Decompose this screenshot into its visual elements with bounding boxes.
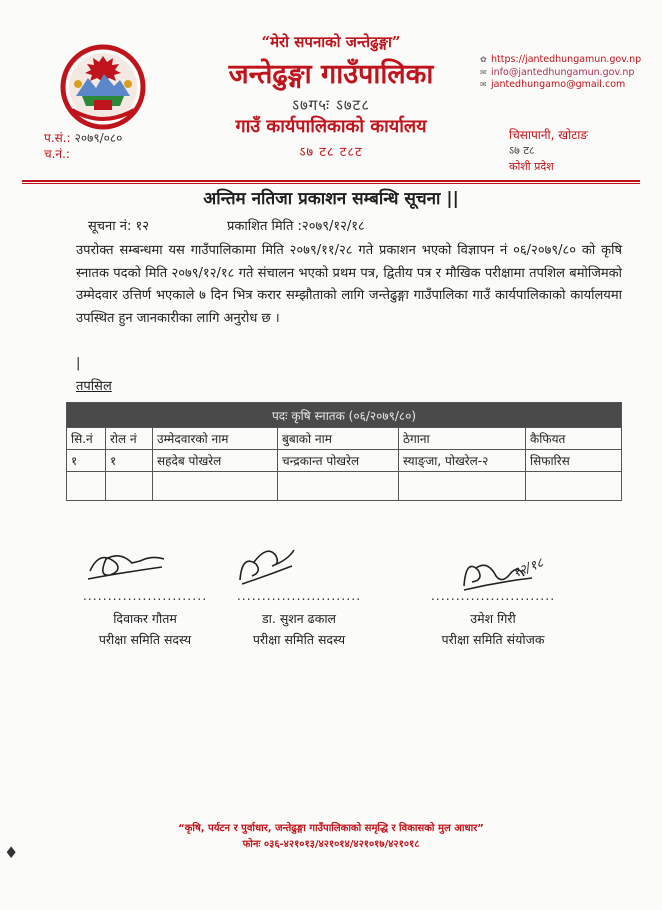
table-cell: सहदेब पोखरेल: [153, 450, 278, 472]
address-block: [509, 127, 588, 175]
signatory-role: परीक्षा समिति सदस्य: [252, 632, 346, 647]
ref-label: प.सं.:: [44, 131, 71, 145]
column-header: कैफियत: [526, 428, 622, 450]
signature-line: .........................: [82, 588, 208, 603]
table-row: [67, 472, 622, 501]
footer-motto: “कृषि, पर्यटन र पुर्वाधार, जन्तेढुङ्गा गाउँपालिकाको समृद्धि र विकासको मुल आधार”: [178, 823, 484, 834]
column-header: रोल नं: [106, 428, 153, 450]
margin-mark: ♦: [4, 843, 19, 862]
signatory-name: उमेश गिरी: [470, 611, 516, 626]
notice-title: अन्तिम नतिजा प्रकाशन सम्बन्धि सूचना ||: [203, 189, 459, 209]
table-cell: १: [67, 450, 106, 472]
signature-scribble: [232, 540, 302, 588]
signatory: [214, 585, 384, 650]
result-table: [66, 402, 622, 501]
dispatch-label: च.नं.:: [44, 147, 70, 161]
table-cell: [106, 472, 153, 501]
contact-website[interactable]: ✿ https://jantedhungamun.gov.np: [480, 54, 642, 65]
table-cell: [153, 472, 278, 501]
reference-block: [44, 130, 122, 162]
signatory: [60, 585, 230, 650]
contact-email[interactable]: ✉ jantedhungamo@gmail.com: [480, 79, 626, 90]
publish-date: प्रकाशित मिति :२०७९/१२/१८: [227, 219, 365, 234]
column-header: सि.नं: [67, 428, 106, 450]
website-icon: ✿: [480, 55, 487, 64]
email-icon: ✉: [480, 80, 487, 89]
column-header: उम्मेदवारको नाम: [153, 428, 278, 450]
table-cell: १: [106, 450, 153, 472]
signatory-role: परीक्षा समिति सदस्य: [98, 632, 192, 647]
table-cell: [67, 472, 106, 501]
signatory-role: परीक्षा समिति संयोजक: [441, 632, 545, 647]
contact-email[interactable]: ✉ info@jantedhungamun.gov.np: [480, 66, 635, 78]
signature-line: .........................: [430, 588, 556, 603]
address-line: चिसापानी, खोटाङ: [509, 128, 588, 142]
table-cell: [526, 472, 622, 501]
slogan: “मेरो सपनाको जन्तेढुङ्गा”: [261, 33, 401, 51]
municipality-name: जन्तेढुङ्गा गाउँपालिका: [228, 59, 434, 90]
signatory: [408, 585, 578, 650]
table-cell: [399, 472, 526, 501]
table-caption: पदः कृषि स्नातक (०६/२०७९/८०): [67, 403, 622, 428]
column-header: बुबाको नाम: [278, 428, 399, 450]
table-cell: [278, 472, 399, 501]
table-row: [67, 450, 622, 472]
column-header: ठेगाना: [399, 428, 526, 450]
separator-mark: |: [76, 356, 81, 371]
header-divider: [22, 183, 640, 184]
email-icon: ✉: [480, 67, 487, 77]
office-name: गाउँ कार्यपालिकाको कार्यालय: [235, 116, 427, 137]
ref-value: २०७९/०८०: [74, 131, 123, 145]
tapasil-heading: तपसिल: [76, 379, 112, 394]
signature-line: .........................: [236, 588, 362, 603]
signatory-name: डा. सुशन ढकाल: [261, 611, 337, 626]
table-cell: चन्द्रकान्त पोखरेल: [278, 450, 399, 472]
header-divider: [22, 180, 640, 182]
office-name-script: ऽ७ ट८ ट८ट: [299, 145, 363, 160]
signature-date: १२/१८: [510, 555, 546, 582]
signature-scribble: [80, 545, 170, 583]
notice-body: उपरोक्त सम्बन्धमा यस गाउँपालिकामा मिति २०७९/११/२८ गते प्रकाशन भएको विज्ञापन नं ०६/२०७९/८० को कृषि स्नातक पदको मिति २०७९/१२/१८ गते संचालन भएको प्रथम पत्र, द्वितीय पत्र र मौखिक परीक्षामा तपशिल बमोजिमको उम्मेदवार उत्तिर्ण भएकाले ७ दिन भित्र करार सम्झौताको लागि जन्तेढुङ्गा गाउँपालिका गाउँ कार्यपालिकाको कार्यालयमा उपस्थित हुन जानकारीका लागि अनुरोध छ ।: [76, 243, 622, 326]
table-cell: स्याङ्जा, पोखरेल-२: [399, 450, 526, 472]
notice-number: सूचना नं: १२: [88, 219, 150, 234]
contact-info: [480, 54, 641, 92]
signatory-name: दिवाकर गौतम: [113, 611, 177, 626]
table-cell: सिफारिस: [526, 450, 622, 472]
address-script: ऽ७ ट८: [509, 144, 535, 157]
province: कोशी प्रदेश: [509, 160, 554, 173]
table-header-row: [67, 428, 622, 450]
footer-phone: फोनः ०३६-४२१०१३/४२१०१४/४२१०१७/४२१०१८: [242, 839, 420, 850]
municipality-name-script: ऽ७ग५ः ऽ७ट८: [291, 96, 370, 114]
